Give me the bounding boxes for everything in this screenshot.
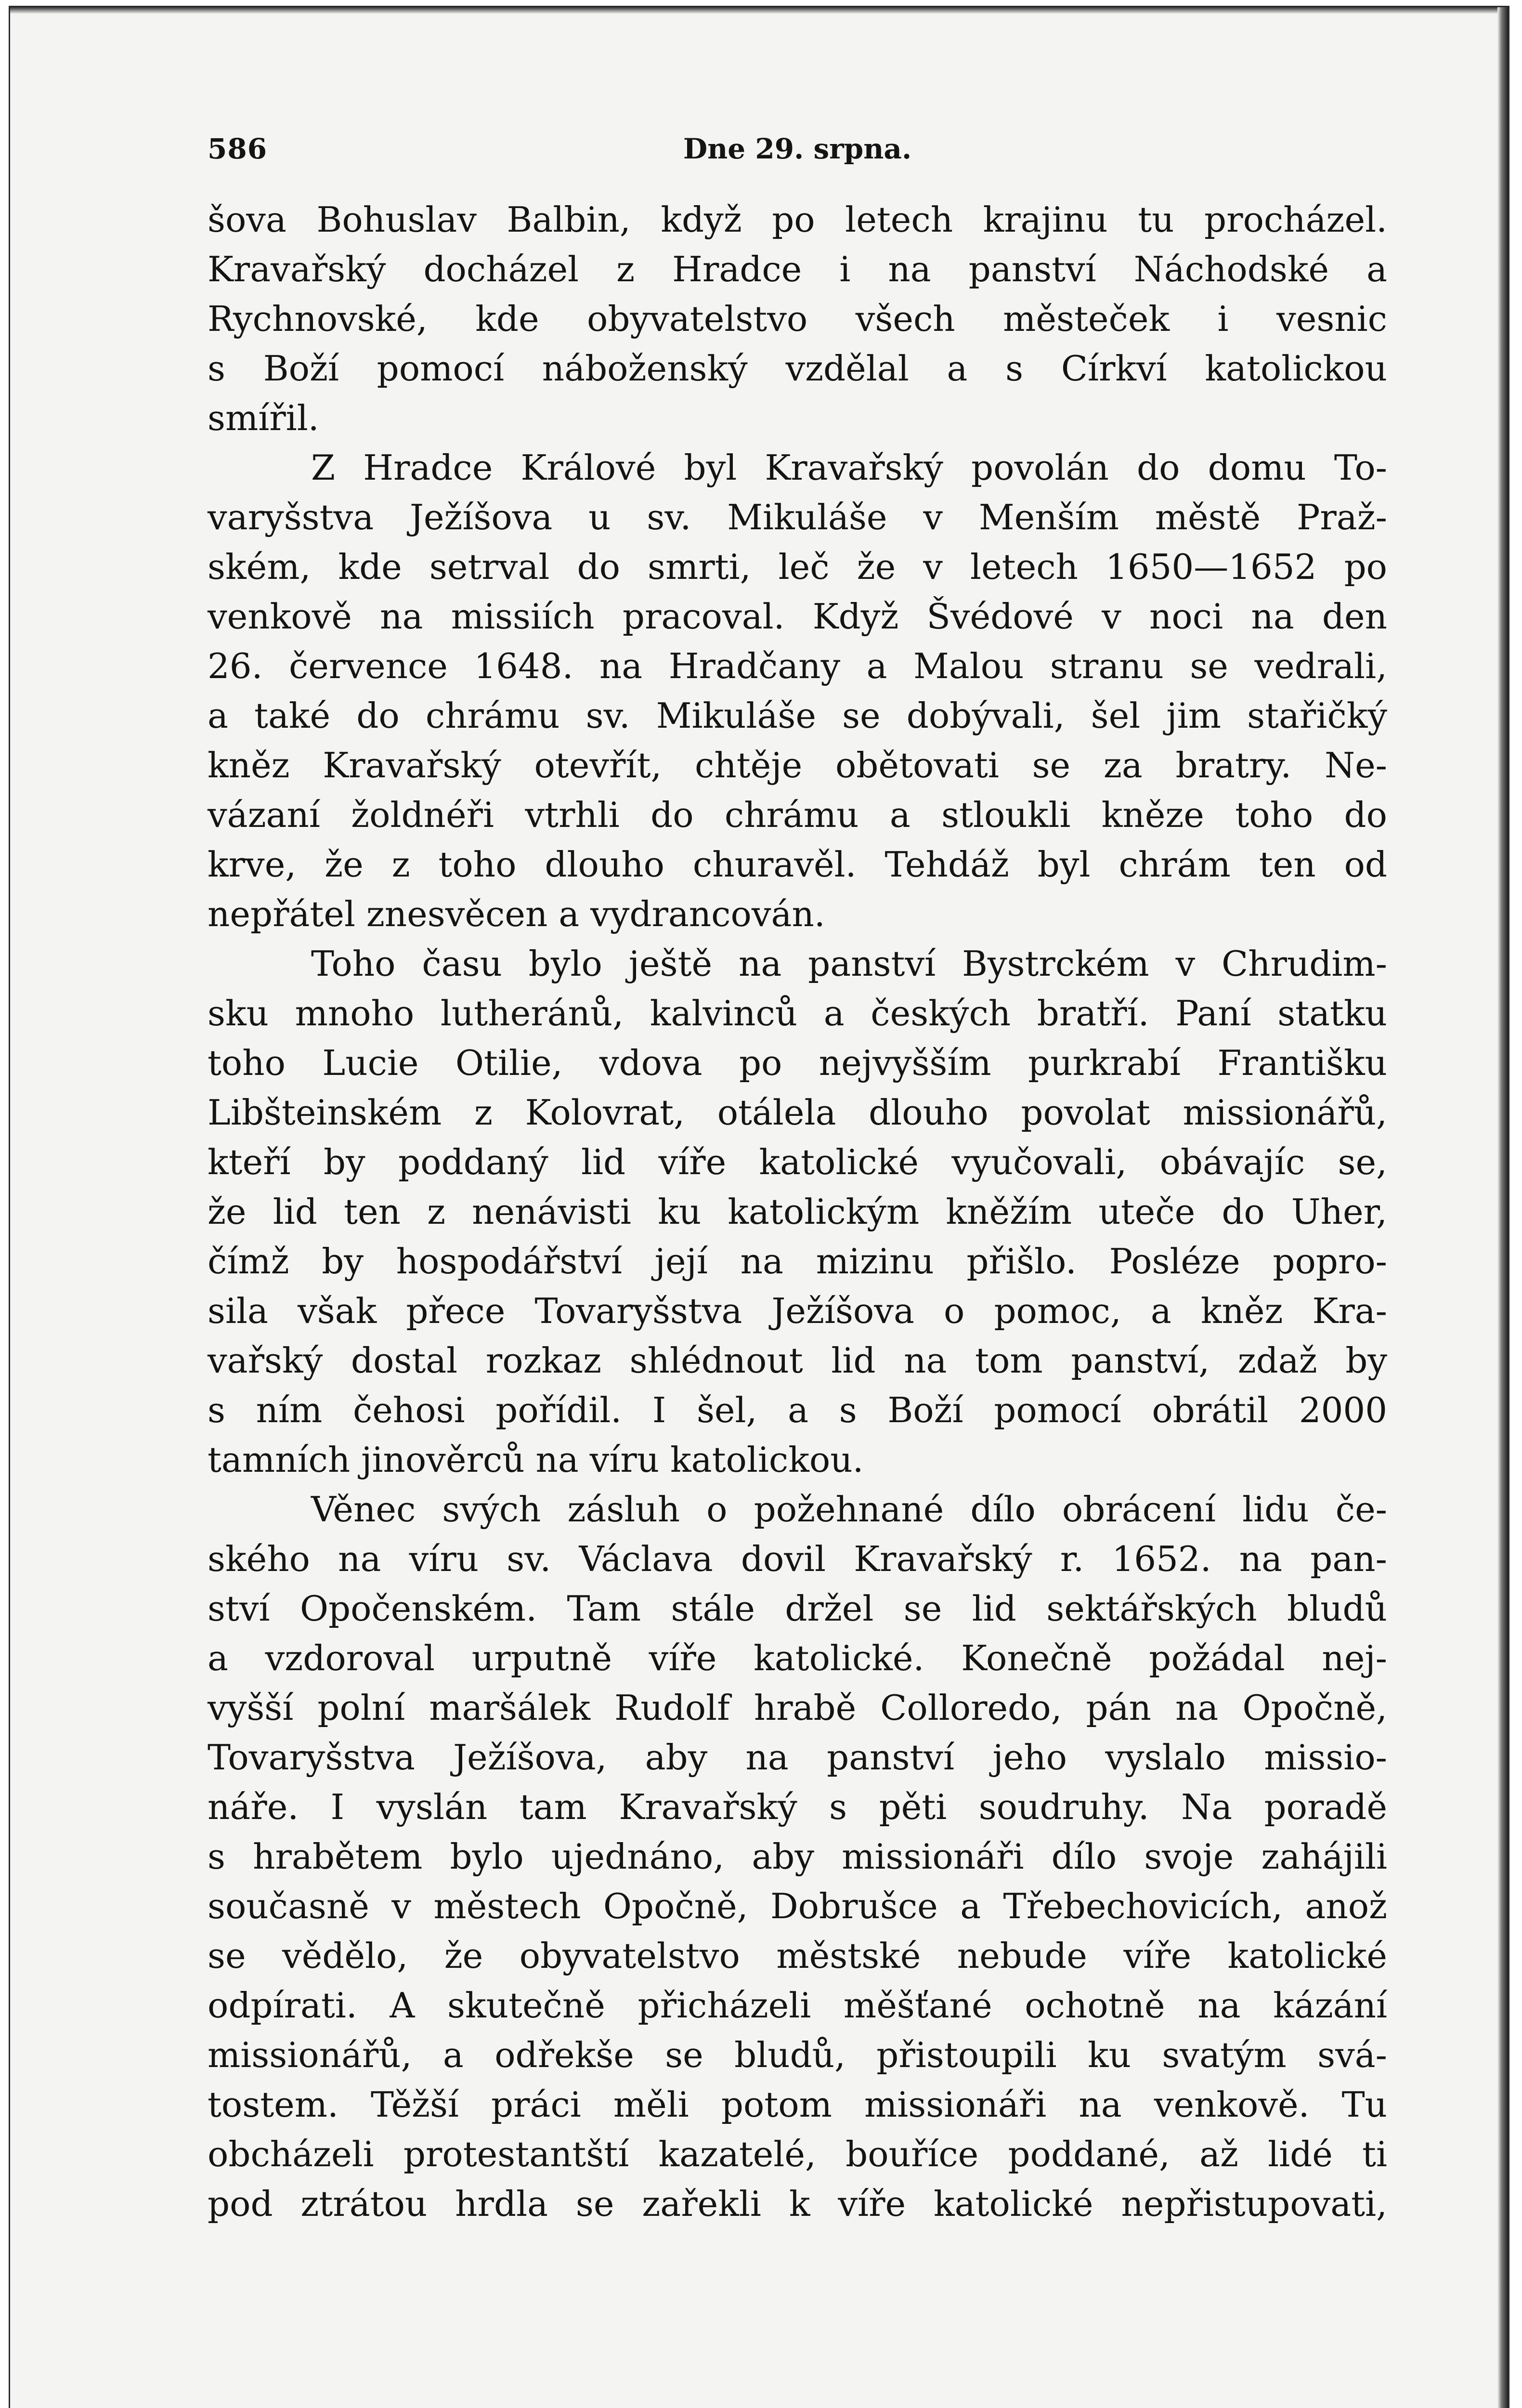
text-line: Rychnovské, kde obyvatelstvo všech městeček i vesnic bbox=[208, 299, 1387, 339]
text-line: tamních jinověrců na víru katolickou. bbox=[208, 1440, 864, 1480]
text-line: ském, kde setrval do smrti, leč že v letech 1650—1652 po bbox=[208, 547, 1387, 587]
text-line: sku mnoho lutheránů, kalvinců a českých bratří. Paní statku bbox=[208, 993, 1387, 1034]
text-line: současně v městech Opočně, Dobrušce a Třebechovicích, anož bbox=[208, 1886, 1387, 1926]
page-header bbox=[208, 123, 1387, 195]
text-line: Z Hradce Králové byl Kravařský povolán do domu To- bbox=[311, 447, 1387, 488]
text-line: a vzdoroval urputně víře katolické. Konečně požádal nej- bbox=[208, 1638, 1387, 1678]
text-line: varyšstva Ježíšova u sv. Mikuláše v Menším městě Praž- bbox=[208, 497, 1387, 537]
text-line: Libšteinském z Kolovrat, otálela dlouho povolat missionářů, bbox=[208, 1092, 1387, 1133]
text-line: venkově na missiích pracoval. Když Švédové v noci na den bbox=[208, 596, 1387, 637]
page-content bbox=[208, 123, 1387, 2229]
text-line: sila však přece Tovaryšstva Ježíšova o pomoc, a kněz Kra- bbox=[208, 1291, 1387, 1331]
text-line: nepřátel znesvěcen a vydrancován. bbox=[208, 894, 825, 934]
text-line: ství Opočenském. Tam stále držel se lid sektářských bludů bbox=[208, 1588, 1387, 1629]
body-text bbox=[208, 195, 1387, 2229]
text-line: pod ztrátou hrdla se zařekli k víře katolické nepřistupovati, bbox=[208, 2184, 1387, 2224]
text-line: Toho času bylo ještě na panství Bystrckém v Chrudim- bbox=[311, 943, 1387, 984]
text-line: odpírati. A skutečně přicházeli měšťané ochotně na kázání bbox=[208, 1985, 1387, 2026]
running-title: Dne 29. srpna. bbox=[683, 132, 912, 165]
page-number: 586 bbox=[208, 132, 268, 165]
text-line: ského na víru sv. Václava dovil Kravařský r. 1652. na pan- bbox=[208, 1539, 1387, 1579]
text-line: a také do chrámu sv. Mikuláše se dobývali, šel jim stařičký bbox=[208, 695, 1387, 736]
text-line: krve, že z toho dlouho churavěl. Tehdáž byl chrám ten od bbox=[208, 844, 1387, 885]
scan-edge-right bbox=[1497, 7, 1508, 2408]
text-line: Kravařský docházel z Hradce i na panství Náchodské a bbox=[208, 249, 1387, 289]
text-line: Tovaryšstva Ježíšova, aby na panství jeho vyslalo missio- bbox=[208, 1737, 1387, 1778]
text-line: missionářů, a odřekše se bludů, přistoupili ku svatým svá- bbox=[208, 2035, 1387, 2075]
scanned-page bbox=[9, 6, 1509, 2408]
text-line: tostem. Těžší práci měli potom missionáři na venkově. Tu bbox=[208, 2084, 1387, 2125]
text-line: vařský dostal rozkaz shlédnout lid na tom panství, zdaž by bbox=[208, 1340, 1387, 1381]
text-line: šova Bohuslav Balbin, když po letech krajinu tu procházel. bbox=[208, 199, 1387, 240]
text-line: kteří by poddaný lid víře katolické vyučovali, obávajíc se, bbox=[208, 1142, 1387, 1182]
text-line: s ním čehosi pořídil. I šel, a s Boží pomocí obrátil 2000 bbox=[208, 1390, 1387, 1430]
text-line: s hrabětem bylo ujednáno, aby missionáři dílo svoje zahájili bbox=[208, 1836, 1387, 1877]
text-line: čímž by hospodářství její na mizinu přišlo. Posléze popro- bbox=[208, 1241, 1387, 1282]
text-line: toho Lucie Otilie, vdova po nejvyšším purkrabí Františku bbox=[208, 1043, 1387, 1083]
text-line: náře. I vyslán tam Kravařský s pěti soudruhy. Na poradě bbox=[208, 1787, 1387, 1827]
text-line: 26. července 1648. na Hradčany a Malou stranu se vedrali, bbox=[208, 646, 1387, 686]
text-line: s Boží pomocí náboženský vzdělal a s Církví katolickou bbox=[208, 348, 1387, 389]
text-line: že lid ten z nenávisti ku katolickým kněžím uteče do Uher, bbox=[208, 1191, 1387, 1232]
text-line: kněz Kravařský otevřít, chtěje obětovati se za bratry. Ne- bbox=[208, 745, 1387, 785]
text-line: se vědělo, že obyvatelstvo městské nebude víře katolické bbox=[208, 1936, 1387, 1976]
scan-edge-top bbox=[10, 7, 1508, 14]
text-line: vázaní žoldnéři vtrhli do chrámu a stloukli kněze toho do bbox=[208, 795, 1387, 835]
text-line: smířil. bbox=[208, 398, 319, 438]
text-line: Věnec svých zásluh o požehnané dílo obrácení lidu če- bbox=[311, 1489, 1387, 1530]
text-line: obcházeli protestantští kazatelé, bouříce poddané, až lidé ti bbox=[208, 2134, 1387, 2174]
text-line: vyšší polní maršálek Rudolf hrabě Colloredo, pán na Opočně, bbox=[208, 1688, 1387, 1728]
